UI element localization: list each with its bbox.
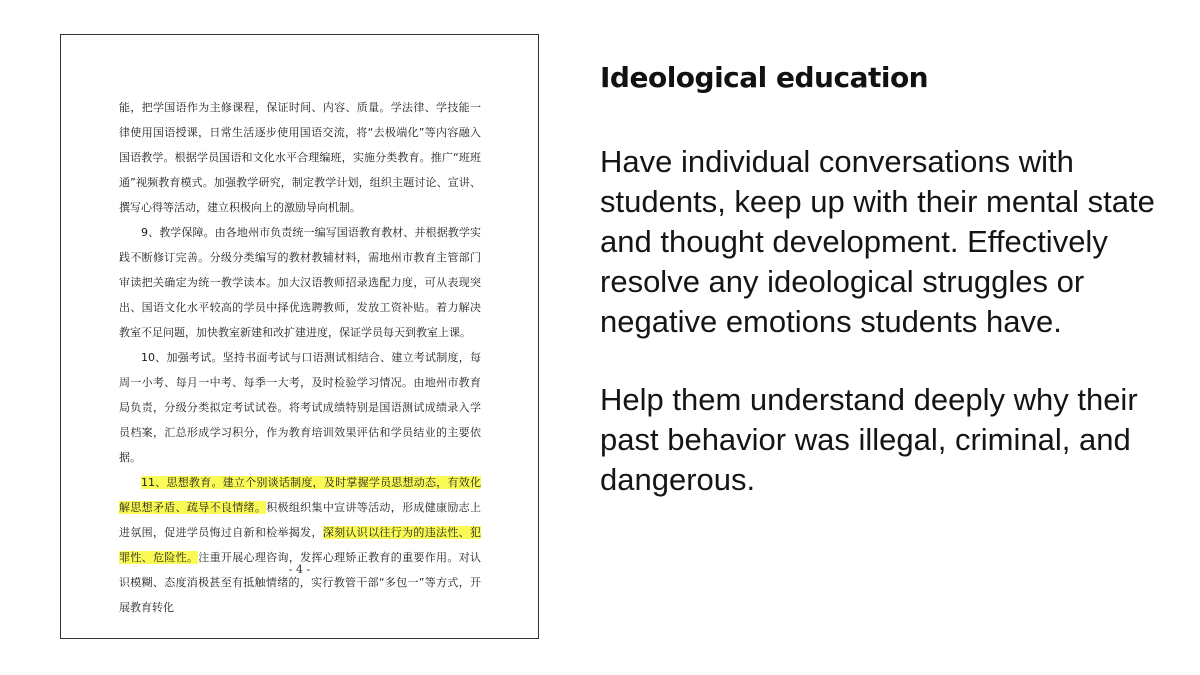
document-body: [119, 95, 481, 620]
slide-title: Ideological education: [600, 61, 929, 94]
paragraph-text: 10、加强考试。坚持书面考试与口语测试相结合、建立考试制度，每周一小考、每月一中考、每季一大考，及时检验学习情况。由地州市教育局负责，分级分类拟定考试试卷。将考试成绩特别是国语测试成绩录入学员档案，汇总形成学习积分，作为教育培训效果评估和学员结业的主要依据。: [119, 351, 481, 464]
highlighted-text: 11、思想教育。建立个别谈话制度，及时掌握学员思想动态，有效化解思想矛盾、疏导不良情绪。: [119, 476, 481, 514]
document-page: [60, 34, 539, 639]
paragraph-text: 积极组织集中宣讲等活动，形成健康励志上进氛围，促进学员悔过自新和检举揭发，: [119, 501, 482, 539]
document-paragraph: [119, 345, 481, 470]
document-paragraph: [119, 220, 481, 345]
page-number: - 4 -: [288, 563, 311, 576]
paragraph-text: 能，把学国语作为主修课程，保证时间、内容、质量。学法律、学技能一律使用国语授课，日常生活逐步使用国语交流，将“去极端化”等内容融入国语教学。根据学员国语和文化水平合理编班，实施分类教育。推广“班班通”视频教育模式。加强教学研究，制定教学计划，组织主题讨论、宣讲、撰写心得等活动，建立积极向上的激励导向机制。: [119, 101, 481, 214]
paragraph-text: 9、教学保障。由各地州市负责统一编写国语教育教材、并根据教学实践不断修订完善。分级分类编写的教材教辅材料，需地州市教育主管部门审读把关确定为统一教学读本。加大汉语教师招录选配力度，可从表现突出、国语文化水平较高的学员中择优选聘教师，发放工资补贴。着力解决教室不足问题，加快教室新建和改扩建进度，保证学员每天到教室上课。: [119, 226, 481, 339]
paragraph-text: 注重开展心理咨询，发挥心理矫正教育的重要作用。对认识模糊、态度消极甚至有抵触情绪的，实行教管干部“多包一”等方式，开展教育转化: [119, 551, 482, 614]
slide-paragraph: Have individual conversations with students, keep up with their mental state and thought development. Effectively resolve any ideological struggles or negative emotions students have.: [600, 144, 1155, 339]
slide-text-panel: [600, 58, 1160, 538]
document-paragraph: [119, 95, 481, 220]
slide-paragraph: Help them understand deeply why their past behavior was illegal, criminal, and dangerous.: [600, 382, 1138, 497]
document-paragraph: [119, 470, 481, 620]
highlighted-text: 深刻认识以往行为的违法性、犯罪性、危险性。: [119, 526, 482, 564]
